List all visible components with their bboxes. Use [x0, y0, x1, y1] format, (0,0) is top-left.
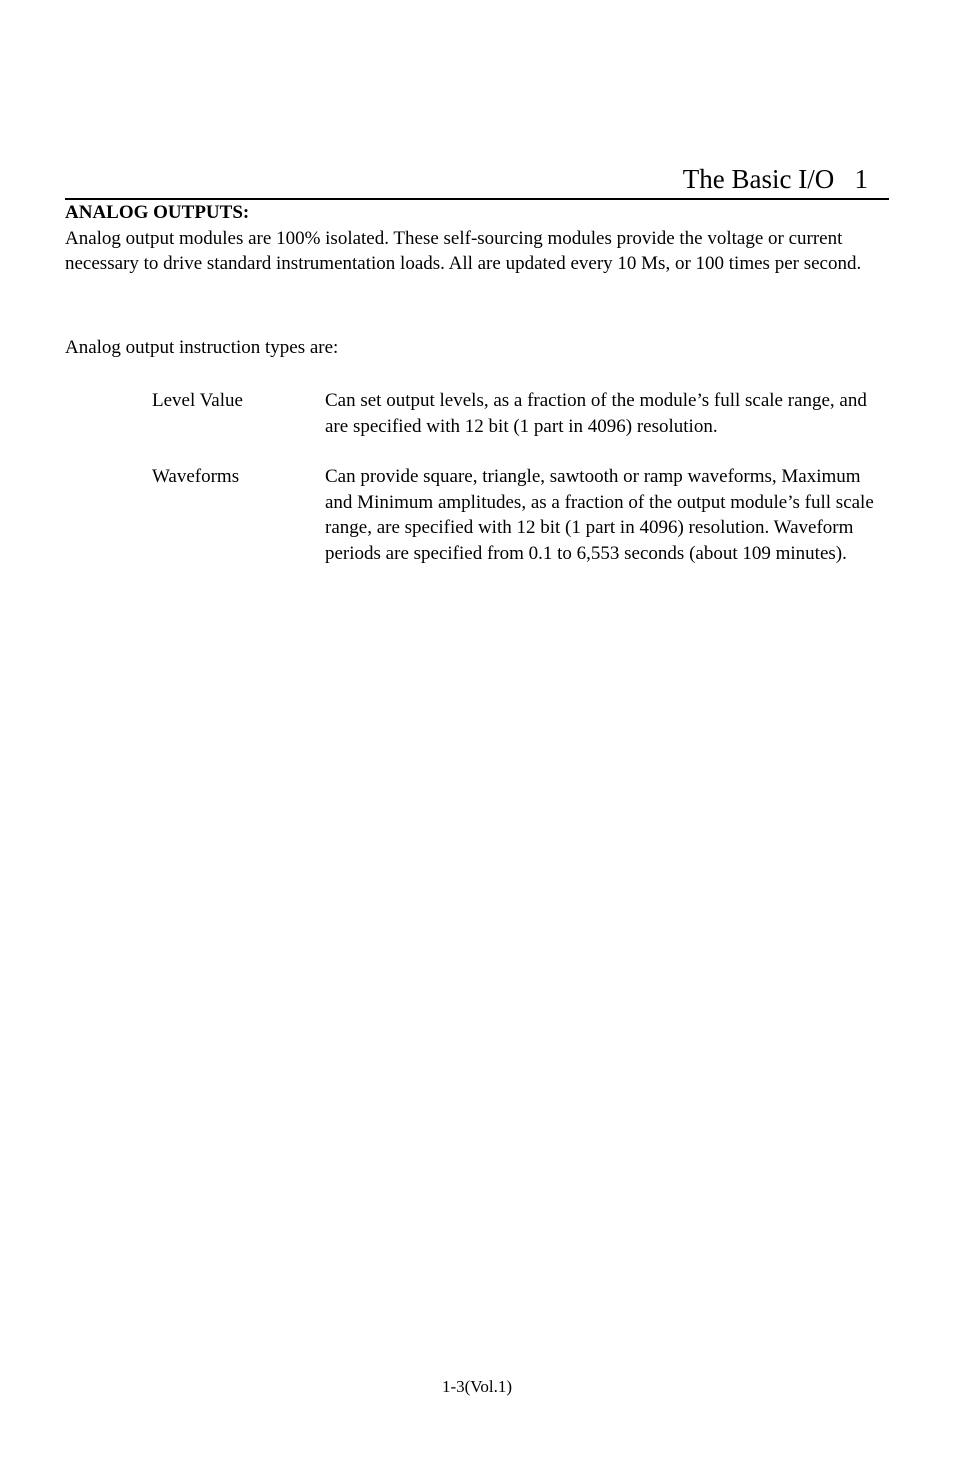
definition-description-level-value: Can set output levels, as a fraction of the module’s full scale range, and are specified with 12 bit (1 part in 4096) resolution.: [325, 390, 867, 437]
definition-term-level-value: Level Value: [152, 390, 243, 411]
chapter-title: The Basic I/O 1: [682, 164, 868, 194]
definition-term-waveforms: Waveforms: [152, 466, 240, 487]
intro-paragraph: Analog output modules are 100% isolated. These self-sourcing modules provide the voltage or current necessary to drive standard instrumentation loads. All are updated every 10 Ms, or 100 times per second.: [65, 228, 862, 274]
instruction-types-lead: Analog output instruction types are:: [65, 337, 339, 358]
page-header: [65, 160, 889, 200]
section-heading: ANALOG OUTPUTS:: [65, 202, 250, 223]
definition-description-waveforms: Can provide square, triangle, sawtooth or ramp waveforms, Maximum and Minimum amplitudes, as a fraction of the output module’s full scale range, are specified with 12 bit (1 part in 4096) resolution. Waveform periods are specified from 0.1 to 6,553 seconds (about 109 minutes).: [325, 466, 874, 564]
page-number: 1-3(Vol.1): [441, 1377, 513, 1396]
